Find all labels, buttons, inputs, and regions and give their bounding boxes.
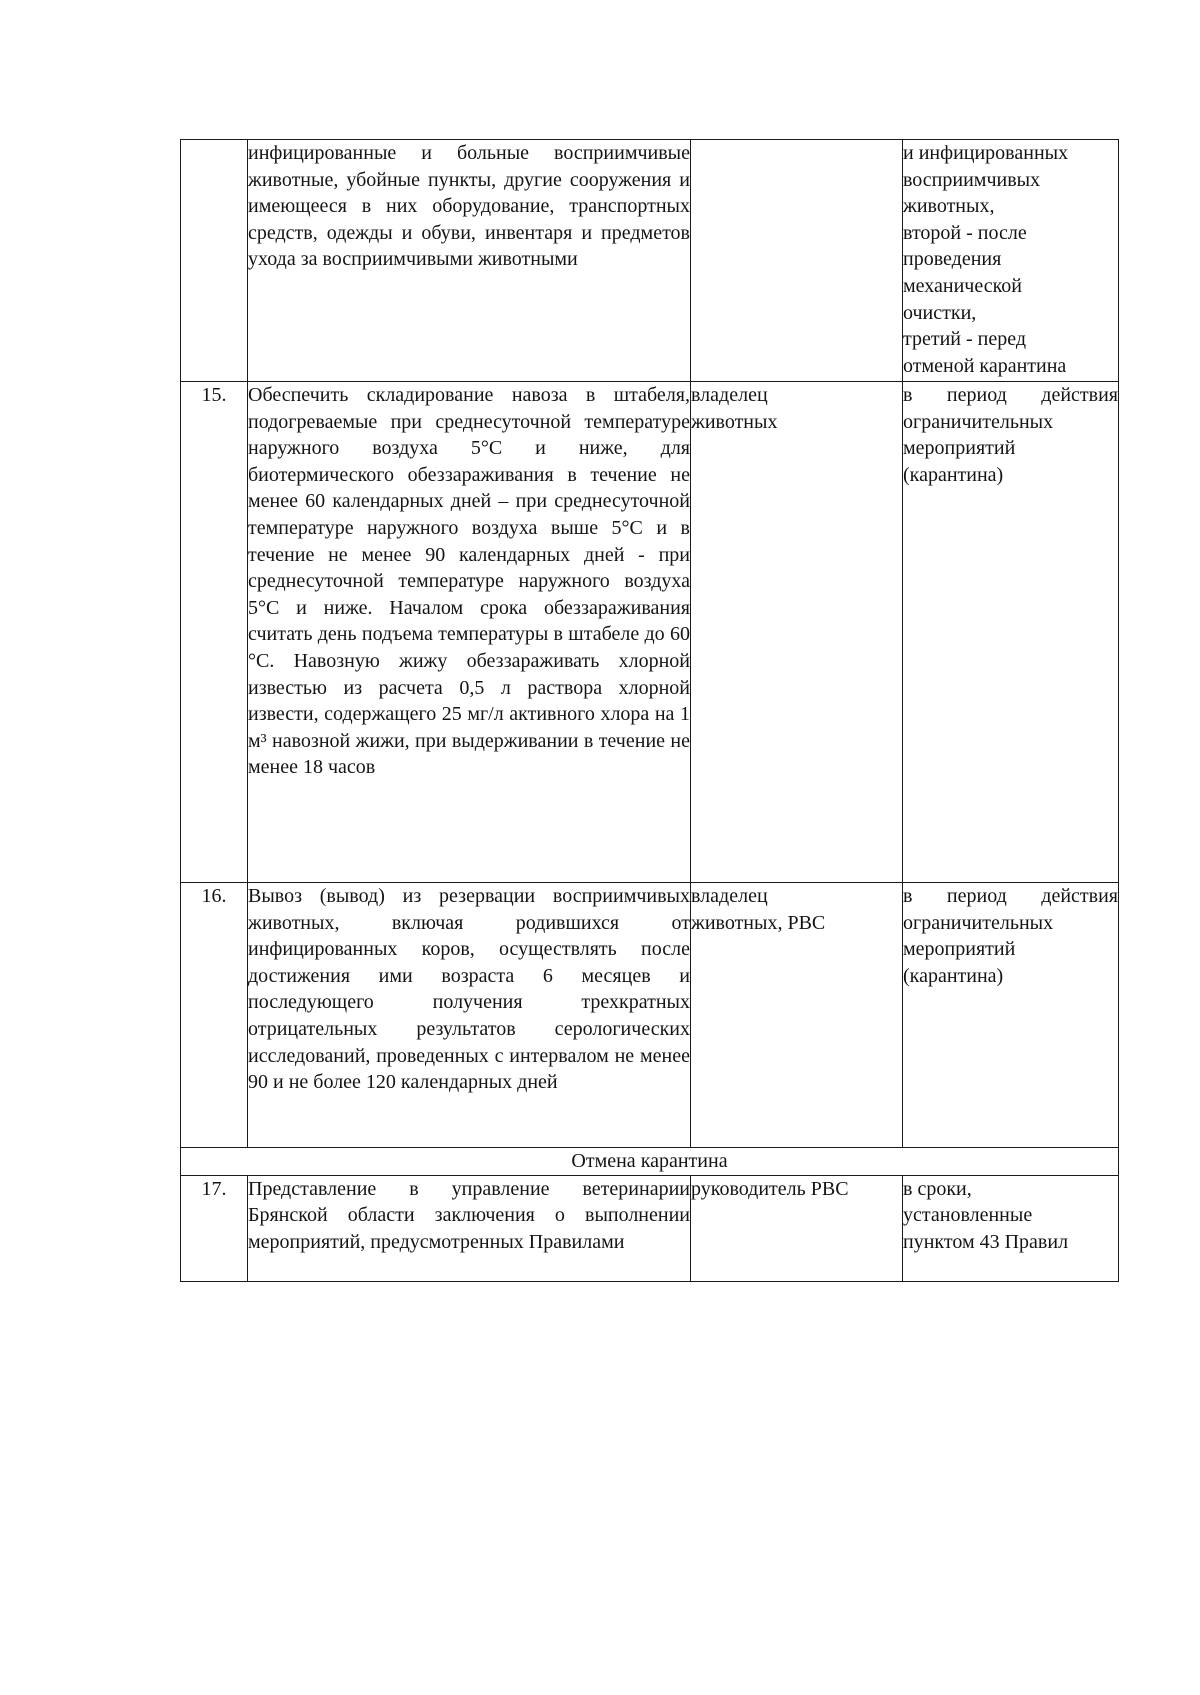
- row-number: 15.: [201, 384, 227, 406]
- term-text: в сроки, установленные пунктом 43 Правил: [903, 1177, 1069, 1253]
- row-number-cell: [181, 382, 248, 883]
- section-row: [181, 1148, 1119, 1176]
- measures-table: [180, 139, 1119, 1282]
- responsible-cell: [691, 382, 903, 883]
- row-number: 16.: [201, 885, 227, 907]
- table-row: [181, 1175, 1119, 1281]
- term-cell: [903, 883, 1119, 1148]
- table-row: [181, 382, 1119, 883]
- section-title-cell: [181, 1148, 1119, 1176]
- table-row: [181, 883, 1119, 1148]
- section-title: Отмена карантина: [571, 1150, 728, 1172]
- term-text: и инфицированных восприимчивых животных, второй - после проведения механической очистки, третий - перед отменой карантина: [903, 142, 1069, 377]
- row-number-cell: [181, 1175, 248, 1281]
- row-number: 17.: [201, 1177, 227, 1200]
- row-number-cell: [181, 140, 248, 382]
- measure-text: Вывоз (вывод) из резервации восприимчивых животных, включая родившихся от инфицированных коров, осуществлять после достижения ими возраста 6 месяцев и последующего получения трехкратных отрицательных результатов серологических исследований, проведенных с интервалом не менее 90 и не более 120 календарных дней: [248, 885, 690, 1094]
- responsible-text: владелец животных: [691, 384, 778, 433]
- term-cell: [903, 1175, 1119, 1281]
- measure-text: Представление в управление ветеринарии Брянской области заключения о выполнении мероприятий, предусмотренных Правилами: [248, 1177, 690, 1253]
- term-text: в период действия ограничительных мероприятий (карантина): [903, 885, 1118, 987]
- responsible-text: владелец животных, РВС: [691, 885, 826, 934]
- responsible-text: руководитель РВС: [691, 1177, 849, 1200]
- responsible-cell: [691, 1175, 903, 1281]
- measure-cell: [248, 382, 691, 883]
- measure-cell: [248, 883, 691, 1148]
- responsible-cell: [691, 883, 903, 1148]
- term-cell: [903, 140, 1119, 382]
- term-text: в период действия ограничительных мероприятий (карантина): [903, 384, 1118, 486]
- measure-cell: [248, 140, 691, 382]
- measure-text: Обеспечить складирование навоза в штабеля, подогреваемые при среднесуточной температуре наружного воздуха 5°С и ниже, для биотермического обеззараживания в течение не менее 60 календарных дней – при среднесуточной температуре наружного воздуха выше 5°С и в течение не менее 90 календарных дней - при среднесуточной температуре наружного воздуха 5°С и ниже. Началом срока обеззараживания считать день подъема температуры в штабеле до 60 °С. Навозную жижу обеззараживать хлорной известью из расчета 0,5 л раствора хлорной извести, содержащего 25 мг/л активного хлора на 1 м³ навозной жижи, при выдерживании в течение не менее 18 часов: [248, 384, 690, 779]
- measure-cell: [248, 1175, 691, 1281]
- row-number-cell: [181, 883, 248, 1148]
- term-cell: [903, 382, 1119, 883]
- measure-text: инфицированные и больные восприимчивые животные, убойные пункты, другие сооружения и имеющееся в них оборудование, транспортных средств, одежды и обуви, инвентаря и предметов ухода за восприимчивыми животными: [248, 142, 690, 271]
- table-row: [181, 140, 1119, 382]
- responsible-cell: [691, 140, 903, 382]
